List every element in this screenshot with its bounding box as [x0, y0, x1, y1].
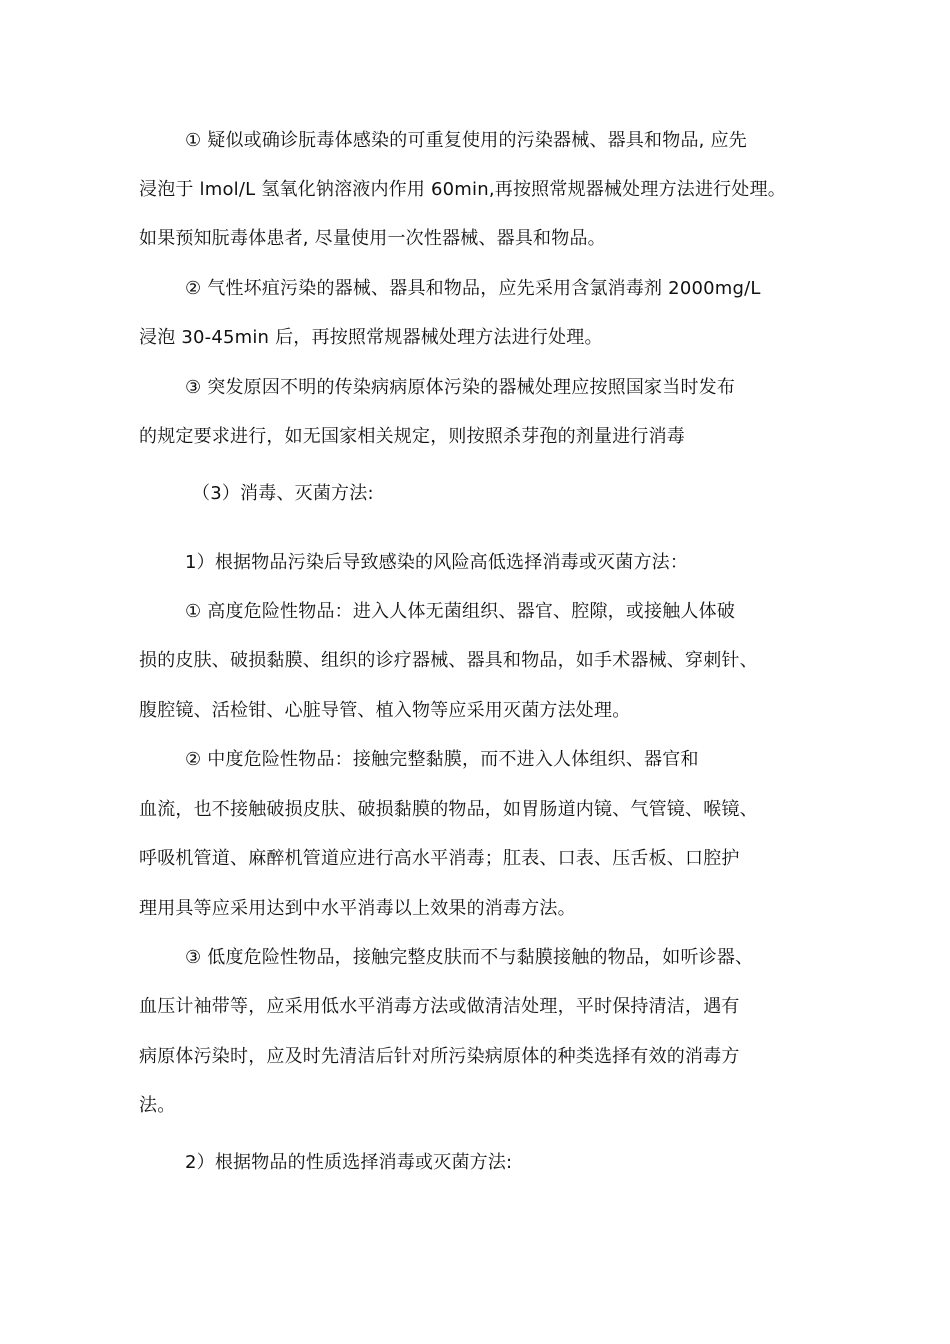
- paragraph-line: 呼吸机管道、麻醉机管道应进行高水平消毒；肛表、口表、压舌板、口腔护: [139, 848, 740, 869]
- paragraph-line: ② 中度危险性物品：接触完整黏膜，而不进入人体组织、器官和: [185, 749, 699, 770]
- paragraph-line: 的规定要求进行，如无国家相关规定，则按照杀芽孢的剂量进行消毒: [139, 426, 685, 447]
- paragraph-line: 血流，也不接触破损皮肤、破损黏膜的物品，如胃肠道内镜、气管镜、喉镜、: [139, 799, 758, 820]
- paragraph-line: ② 气性坏疽污染的器械、器具和物品，应先采用含氯消毒剂 2000mg/L: [185, 278, 761, 299]
- section-heading: （3）消毒、灭菌方法:: [192, 483, 374, 504]
- paragraph-line: 血压计袖带等，应采用低水平消毒方法或做清洁处理，平时保持清洁，遇有: [139, 996, 740, 1017]
- paragraph-line: ③ 低度危险性物品，接触完整皮肤而不与黏膜接触的物品，如听诊器、: [185, 947, 754, 968]
- paragraph-line: 法。: [139, 1095, 176, 1116]
- paragraph-line: ① 高度危险性物品：进入人体无菌组织、器官、腔隙，或接触人体破: [185, 601, 736, 622]
- paragraph-line: 浸泡 30-45min 后，再按照常规器械处理方法进行处理。: [139, 327, 603, 348]
- paragraph-line: 理用具等应采用达到中水平消毒以上效果的消毒方法。: [139, 898, 576, 919]
- paragraph-line: ③ 突发原因不明的传染病病原体污染的器械处理应按照国家当时发布: [185, 377, 736, 398]
- paragraph-line: 病原体污染时，应及时先清洁后针对所污染病原体的种类选择有效的消毒方: [139, 1046, 740, 1067]
- paragraph-line: 损的皮肤、破损黏膜、组织的诊疗器械、器具和物品，如手术器械、穿刺针、: [139, 650, 758, 671]
- subsection-heading: 2）根据物品的性质选择消毒或灭菌方法:: [185, 1152, 513, 1173]
- paragraph-line: ① 疑似或确诊朊毒体感染的可重复使用的污染器械、器具和物品, 应先: [185, 130, 747, 151]
- paragraph-line: 腹腔镜、活检钳、心脏导管、植入物等应采用灭菌方法处理。: [139, 700, 631, 721]
- subsection-heading: 1）根据物品污染后导致感染的风险高低选择消毒或灭菌方法：: [185, 552, 689, 573]
- paragraph-line: 浸泡于 lmol/L 氢氧化钠溶液内作用 60min,再按照常规器械处理方法进行处理。: [139, 179, 786, 200]
- paragraph-line: 如果预知朊毒体患者, 尽量使用一次性器械、器具和物品。: [139, 228, 606, 249]
